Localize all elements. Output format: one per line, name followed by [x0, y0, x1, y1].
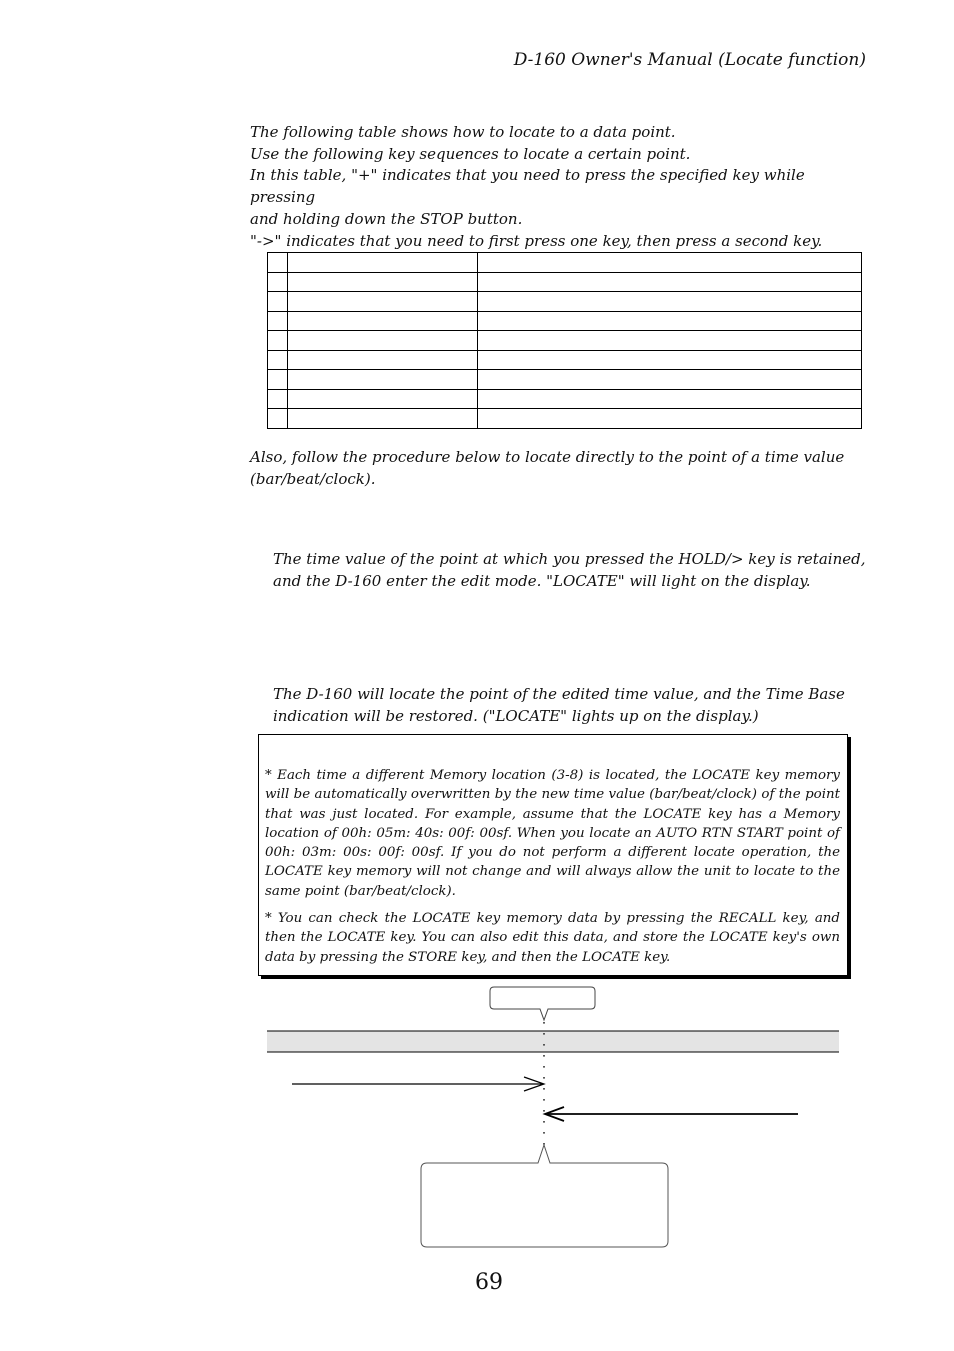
- page-number: 69: [475, 1270, 503, 1295]
- intro-line: The following table shows how to locate to a data point.: [250, 123, 676, 141]
- also-line: Also, follow the procedure below to locate directly to the point of a time value: [250, 448, 845, 466]
- also-line: (bar/beat/clock).: [250, 469, 376, 488]
- intro-line: Use the following key sequences to locate a certain point.: [250, 144, 691, 163]
- intro-line: In this table, "+" indicates that you need to press the specified key while pressing: [250, 166, 805, 207]
- top-callout-bubble: [490, 987, 595, 1020]
- intro-line: and holding down the STOP button.: [250, 209, 523, 228]
- locate-step-line: indication will be restored. ("LOCATE" lights up on the display.): [273, 707, 759, 725]
- hold-step-line: The time value of the point at which you pressed the HOLD/> key is retained,: [273, 550, 866, 568]
- intro-line: "->" indicates that you need to first press one key, then press a second key.: [250, 231, 823, 250]
- running-header: D-160 Owner's Manual (Locate function): [513, 50, 866, 70]
- hold-step-line: and the D-160 enter the edit mode. "LOCATE" will light on the display.: [273, 572, 811, 590]
- note-paragraph: * You can check the LOCATE key memory data by pressing the RECALL key, and then the LOCATE key. You can also edit this data, and store the LOCATE key's own data by pressing the STORE key, and then the LOCATE key.: [265, 911, 840, 965]
- note-paragraph: * Each time a different Memory location (3-8) is located, the LOCATE key memory will be automatically overwritten by the new time value (bar/beat/clock) of the point that was just located. For example, assume that the LOCATE key has a Memory location of 00h: 05m: 40s: 00f: 00sf. When you locate an AUTO RTN START point of 00h: 03m: 00s: 00f: 00sf. If you do not perform a different locate operation, the LOCATE key memory will not change and will always allow the unit to locate to the same point (bar/beat/clock).: [265, 768, 840, 899]
- locate-step-line: The D-160 will locate the point of the edited time value, and the Time Base: [273, 685, 845, 703]
- time-bar: [267, 1031, 839, 1052]
- bottom-callout-bubble: [421, 1145, 668, 1247]
